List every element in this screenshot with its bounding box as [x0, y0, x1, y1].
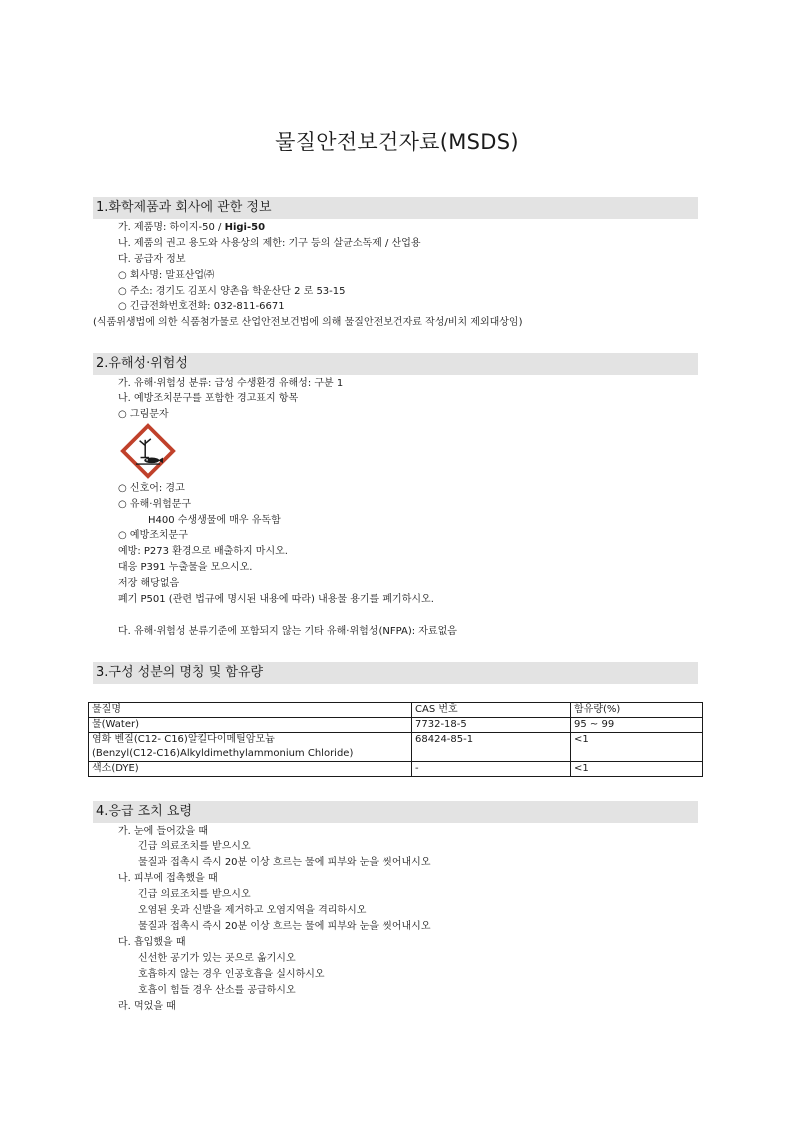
- response-statement: 대응 P391 누출물을 모으시오.: [118, 562, 253, 573]
- pictogram-label: ○ 그림문자: [118, 409, 169, 420]
- inhalation-heading: 다. 흡입했을 때: [118, 937, 186, 948]
- cas-number: 68424-85-1: [412, 733, 571, 762]
- substance-name-text: 색소(DYE): [92, 763, 139, 774]
- ingestion-heading: 라. 먹었을 때: [118, 1001, 176, 1012]
- pictogram-border: [123, 426, 173, 476]
- h400-statement: H400 수생생물에 매우 유독함: [148, 515, 281, 526]
- eye-contact-step: 긴급 의료조치를 받으시오: [138, 841, 251, 852]
- recommended-use: 나. 제품의 권고 용도와 사용상의 제한: 기구 등의 살균소독제 / 산업용: [118, 238, 421, 249]
- emergency-phone: ○ 긴급전화번호전화: 032-811-6671: [118, 301, 285, 312]
- content-percent: <1: [571, 762, 703, 777]
- company-address: ○ 주소: 경기도 김포시 양촌읍 학운산단 2 로 53-15: [118, 286, 346, 297]
- header-cas: CAS 번호: [412, 703, 571, 718]
- other-hazards: 다. 유해·위험성 분류기준에 포함되지 않는 기타 유해·위험성(NFPA): 자료없음: [118, 626, 457, 637]
- substance-name-text: 염화 벤질(C12- C16)알킬다이메틸암모늄: [92, 734, 275, 745]
- substance-name-english: (Benzyl(C12-C16)Alkyldimethylammonium Chloride): [92, 748, 354, 759]
- table-row: [89, 762, 703, 777]
- document-title: 물질안전보건자료(MSDS): [275, 130, 519, 154]
- substance-name: [89, 733, 412, 762]
- disposal-statement: 폐기 P501 (관련 법규에 명시된 내용에 따라) 내용물 용기를 폐기하시오.: [118, 594, 434, 605]
- cas-number: 7732-18-5: [412, 718, 571, 733]
- table-row: [89, 718, 703, 733]
- section-4-heading: 4.응급 조치 요령: [93, 801, 698, 823]
- eye-contact-heading: 가. 눈에 들어갔을 때: [118, 826, 208, 837]
- precautionary-label: ○ 예방조치문구: [118, 530, 188, 541]
- section-1-heading: 1.화학제품과 회사에 관한 정보: [93, 197, 698, 219]
- inhalation-step: 신선한 공기가 있는 곳으로 옮기시오: [138, 953, 296, 964]
- skin-contact-step: 물질과 접촉시 즉시 20분 이상 흐르는 물에 피부와 눈을 씻어내시오: [138, 921, 431, 932]
- storage-statement: 저장 해당없음: [118, 578, 180, 589]
- skin-contact-step: 오염된 옷과 신발을 제거하고 오염지역을 격리하시오: [138, 905, 367, 916]
- skin-contact-step: 긴급 의료조치를 받으시오: [138, 889, 251, 900]
- substance-name: [89, 762, 412, 777]
- hazard-classification: 가. 유해·위험성 분류: 급성 수생환경 유해성: 구분 1: [118, 378, 344, 389]
- header-substance: 물질명: [89, 703, 412, 718]
- product-code: Higi-50: [224, 222, 266, 233]
- cas-number: -: [412, 762, 571, 777]
- eye-contact-step: 물질과 접촉시 즉시 20분 이상 흐르는 물에 피부와 눈을 씻어내시오: [138, 857, 431, 868]
- table-header-row: [89, 703, 703, 718]
- prevention-statement: 예방: P273 환경으로 배출하지 마시오.: [118, 546, 288, 557]
- environment-hazard-pictogram: [120, 423, 176, 479]
- inhalation-step: 호흡이 힘들 경우 산소를 공급하시오: [138, 985, 296, 996]
- section-2-heading: 2.유해성·위험성: [93, 353, 698, 375]
- substance-name: [89, 718, 412, 733]
- substance-name-text: 물(Water): [92, 719, 140, 730]
- company-name: ○ 회사명: 말표산업㈜: [118, 270, 215, 281]
- content-percent: <1: [571, 733, 703, 762]
- inhalation-step: 호흡하지 않는 경우 인공호흡을 실시하시오: [138, 969, 325, 980]
- exemption-note: (식품위생법에 의한 식품첨가물로 산업안전보건법에 의해 물질안전보건자료 작성/비치 제외대상임): [93, 317, 523, 328]
- skin-contact-heading: 나. 피부에 접촉했을 때: [118, 873, 218, 884]
- composition-table: [88, 702, 703, 777]
- product-name: [118, 221, 265, 235]
- product-name-label: 가. 제품명: 하이지-50 /: [118, 222, 225, 233]
- header-content: 함유량(%): [571, 703, 703, 718]
- label-elements: 나. 예방조치문구를 포함한 경고표지 항목: [118, 393, 299, 404]
- table-row: [89, 733, 703, 762]
- content-percent: 95 ~ 99: [571, 718, 703, 733]
- section-3-heading: 3.구성 성분의 명칭 및 함유량: [93, 662, 698, 684]
- hazard-statements-label: ○ 유해·위험문구: [118, 499, 192, 510]
- supplier-info: 다. 공급자 정보: [118, 254, 186, 265]
- signal-word: ○ 신호어: 경고: [118, 483, 185, 494]
